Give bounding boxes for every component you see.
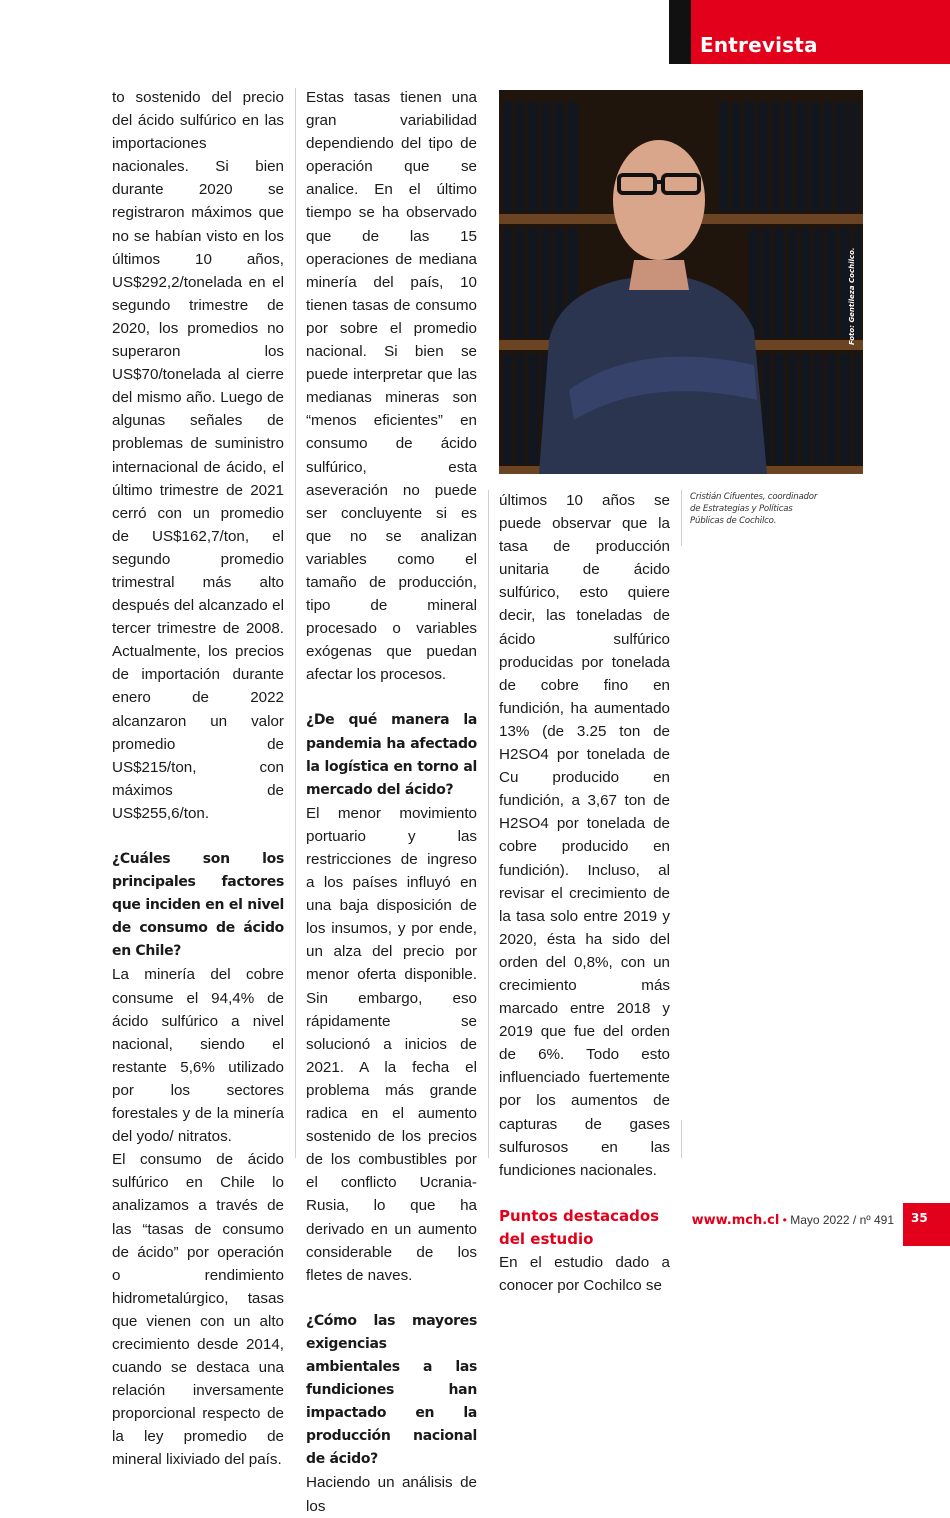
article-column-1: [112, 86, 284, 1472]
col3-paragraph-1: últimos 10 años se puede observar que la tasa de producción unitaria de ácido sulfúrico, esto quiere decir, las toneladas de ácido sulfúrico producidas por tonelada de cobre fino en fundición, ha aumentado 13% (de 3.25 ton de H2SO4 por tonelada de Cu producido en fundición, a 3,67 ton de H2SO4 por tonelada de cobre producido en fundición). Incluso, al revisar el crecimiento de la tasa solo entre 2019 y 2020, ésta ha sido del orden del 0,8%, con un crecimiento más marcado entre 2018 y 2019 que fue del orden de 6%. Todo esto influenciado fuertemente por los aumentos de capturas de gases sulfurosos en las fundiciones nacionales.: [499, 492, 670, 1179]
footer-issue: Mayo 2022 / nº 491: [790, 1213, 894, 1227]
footer-url-link[interactable]: www.mch.cl: [691, 1213, 780, 1228]
caption-divider: [681, 490, 682, 546]
col2-paragraph-3: Haciendo un análisis de los: [306, 1474, 477, 1515]
page-number: 35: [911, 1211, 928, 1225]
column-divider-3: [681, 1120, 682, 1158]
interviewee-photo: [499, 90, 863, 474]
section-tab-black-bar: [669, 0, 691, 64]
column-divider-2: [488, 490, 489, 1158]
section-tab-label: Entrevista: [700, 33, 818, 57]
col2-question-2: ¿Cómo las mayores exigencias ambientales a las fundiciones han impactado en la producción nacional de ácido?: [306, 1312, 477, 1468]
col2-paragraph-2: El menor movimiento portuario y las restricciones de ingreso a los países influyó en una baja disposición de los insumos, y por ende, un alza del precio por menor oferta disponible. Sin embargo, eso rápidamente se solucionó a inicios de 2021. A la fecha el problema más grande radica en el aumento sostenido de los precios de los combustibles por el conflicto Ucrania-Rusia, lo que ha derivado en un aumento considerable de los fletes de naves.: [306, 804, 477, 1284]
column-divider-1: [295, 88, 296, 1158]
article-column-3: [499, 489, 670, 1297]
col2-paragraph-1: Estas tasas tienen una gran variabilidad dependiendo del tipo de operación que se analice. En el último tiempo se ha observado que de las 15 operaciones de mediana minería del país, 10 tienen tasas de consumo por sobre el promedio nacional. Si bien se puede interpretar que las medianas mineras son “menos eficientes” en consumo de ácido sulfúrico, esta aseveración no puede ser concluyente si es que no se analizan variables como el tamaño de producción, tipo de mineral procesado o variables exógenas que puedan afectar los procesos.: [306, 89, 477, 684]
col1-question-1: ¿Cuáles son los principales factores que inciden en el nivel de consumo de ácido en Chile?: [112, 851, 284, 960]
col1-paragraph-3: El consumo de ácido sulfúrico en Chile lo analizamos a través de las “tasas de consumo de ácido” por operación o rendimiento hidrometalúrgico, tasas que vienen con un alto crecimiento desde 2014, cuando se destaca una relación inversamente proporcional respecto de la ley promedio de mineral lixiviado del país.: [112, 1151, 284, 1469]
col1-paragraph-2: La minería del cobre consume el 94,4% de ácido sulfúrico a nivel nacional, siendo el restante 5,6% utilizado por los sectores forestales y de la minería del yodo/ nitratos.: [112, 966, 284, 1146]
col2-question-1: ¿De qué manera la pandemia ha afectado la logística en torno al mercado del ácido?: [306, 712, 477, 798]
article-column-2: [306, 86, 477, 1518]
portrait-illustration: [499, 90, 863, 474]
photo-caption: Cristián Cifuentes, coordinador de Estrategias y Políticas Públicas de Cochilco.: [690, 492, 818, 526]
footer-separator: •: [782, 1213, 787, 1227]
col3-paragraph-2: En el estudio dado a conocer por Cochilco se: [499, 1254, 670, 1295]
photo-credit: Foto: Gentileza Cochilco.: [848, 247, 856, 345]
col1-paragraph-1: to sostenido del precio del ácido sulfúrico en las importaciones nacionales. Si bien durante 2020 se registraron máximos que no se habían visto en los últimos 10 años, US$292,2/tonelada en el segundo trimestre de 2020, los promedios no superaron los US$70/tonelada al cierre del mismo año. Luego de algunas señales de problemas de suministro internacional de ácido, el último trimestre de 2021 cerró con un promedio de US$162,7/ton, el segundo promedio trimestral más alto después del alcanzado el tercer trimestre de 2008. Actualmente, los precios de importación durante enero de 2022 alcanzaron un valor promedio de US$215/ton, con máximos de US$255,6/ton.: [112, 89, 284, 822]
section-heading: Puntos destacados del estudio: [499, 1206, 660, 1248]
page-footer: [692, 1213, 894, 1228]
